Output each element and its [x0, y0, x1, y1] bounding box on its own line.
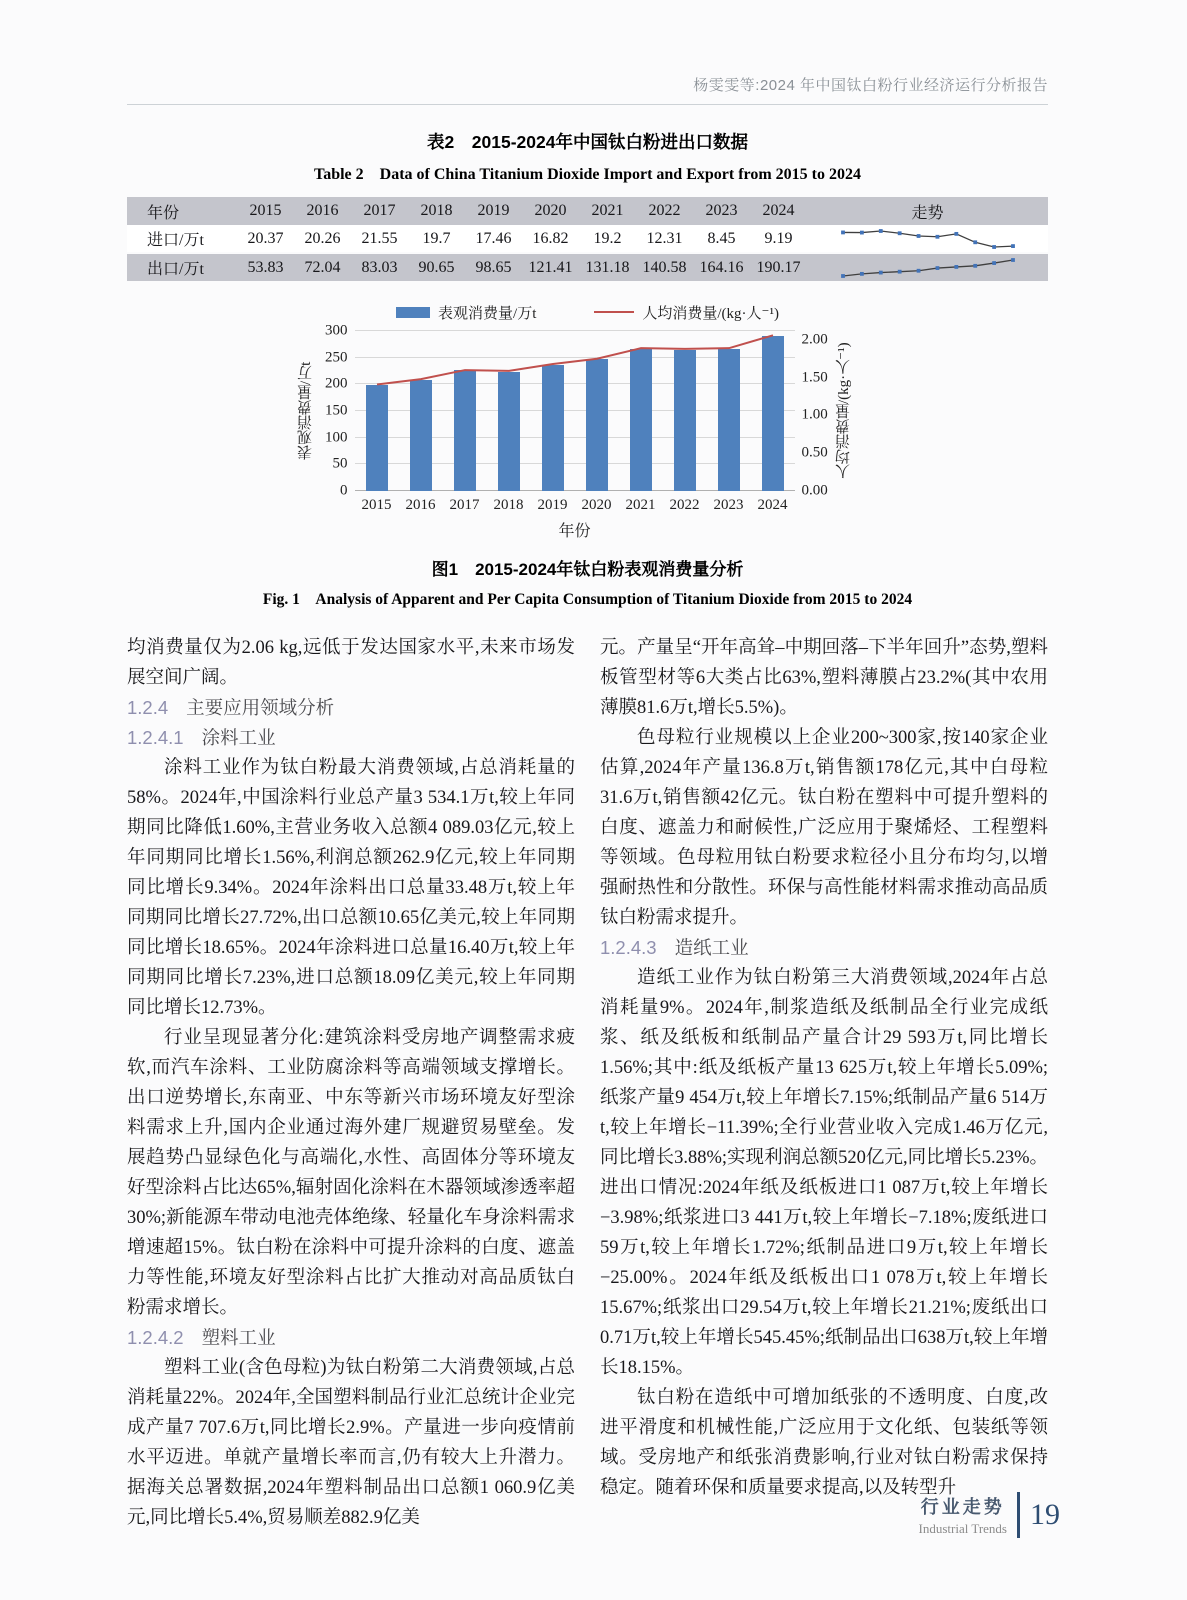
section-title: 造纸工业 [674, 937, 749, 958]
table-cell: 121.41 [522, 253, 579, 281]
table-col-trend: 走势 [807, 197, 1048, 225]
section-title: 主要应用领域分析 [186, 697, 335, 718]
legend-label-line: 人均消费量/(kg·人⁻¹) [642, 305, 779, 322]
trend-sparkline [807, 253, 1048, 281]
figure-caption-en: Fig. 1 Analysis of Apparent and Per Capita Consumption of Titanium Dioxide from 2015 to 2024 [262, 591, 913, 608]
x-tick-label: 2022 [669, 497, 700, 513]
x-axis-title: 年份 [558, 523, 591, 540]
left-axis-title: 表观消费量/万t [297, 361, 314, 461]
table-cell: 140.58 [636, 253, 693, 281]
section-heading [127, 693, 575, 723]
table-cell: 20.26 [294, 225, 351, 253]
table-cell: 90.65 [408, 253, 465, 281]
x-tick-label: 2020 [581, 497, 612, 513]
right-axis-ticks [795, 331, 833, 499]
sparkline-svg [838, 255, 1018, 281]
page-content [127, 0, 1048, 1533]
x-tick-label: 2023 [713, 497, 744, 513]
table-cell: 20.37 [237, 225, 294, 253]
legend-line-swatch [594, 311, 634, 313]
left-tick-label: 250 [325, 349, 348, 366]
right-tick-label: 1.00 [801, 406, 828, 423]
x-tick-label: 2018 [493, 497, 524, 513]
right-tick-label: 2.00 [801, 331, 828, 348]
paragraph: 色母粒行业规模以上企业200~300家,按140家企业估算,2024年产量136.8万t,销售额178亿元,其中白母粒31.6万t,销售额42亿元。钛白粉在塑料中可提升塑料的白度、遮盖力和耐候性,广泛应用于聚烯烃、工程塑料等领域。色母粒用钛白粉要求粒径小且分布均匀,以增强耐热性和分散性。环保与高性能材料需求推动高品质钛白粉需求提升。 [600, 728, 1048, 928]
section-number: 1.2.4.1 [127, 727, 184, 748]
table-col-year: 年份 [127, 197, 237, 225]
x-tick-label: 2016 [405, 497, 436, 513]
left-tick-label: 0 [340, 482, 348, 499]
left-column [127, 633, 575, 1533]
section-number: 1.2.4.2 [127, 1327, 184, 1348]
chart-legend [295, 301, 881, 323]
table-cell: 72.04 [294, 253, 351, 281]
x-tick-label: 2015 [361, 497, 392, 513]
table-cell: 9.19 [750, 225, 807, 253]
left-tick-label: 50 [332, 455, 348, 472]
page-number: 19 [1030, 1498, 1060, 1531]
paragraph: 涂料工业作为钛白粉最大消费领域,占总消耗量的58%。2024年,中国涂料行业总产量3 534.1万t,较上年同期同比降低1.60%,主营业务收入总额4 089.03亿元,较上年同期同比增长1.56%,利润总额262.9亿元,较上年同期同比增长9.34%。2024年涂料出口总量33.48万t,较上年同期同比增长27.72%,出口总额10.65亿美元,较上年同期同比增长18.65%。2024年涂料进口总量16.40万t,较上年同期同比增长7.23%,进口总额18.09亿美元,较上年同期同比增长12.73%。 [127, 758, 575, 1018]
running-header: 杨雯雯等:2024 年中国钛白粉行业经济运行分析报告 [127, 0, 1048, 105]
section-title: 涂料工业 [201, 727, 276, 748]
table-cell: 19.7 [408, 225, 465, 253]
table-cell: 12.31 [636, 225, 693, 253]
import-export-table [127, 197, 1048, 281]
table-col-2020: 2020 [522, 197, 579, 225]
footer-divider [1017, 1492, 1020, 1538]
x-tick-label: 2017 [449, 497, 480, 513]
table-col-2022: 2022 [636, 197, 693, 225]
table-cell: 16.82 [522, 225, 579, 253]
chart-main [295, 322, 881, 541]
section-heading [127, 1323, 575, 1353]
table-col-2017: 2017 [351, 197, 408, 225]
paragraph: 元。产量呈“开年高耸–中期回落–下半年回升”态势,塑料板管型材等6大类占比63%,塑料薄膜占23.2%(其中农用薄膜81.6万t,增长5.5%)。 [600, 638, 1048, 718]
table-col-2018: 2018 [408, 197, 465, 225]
table-col-2016: 2016 [294, 197, 351, 225]
figure-chart [295, 301, 881, 541]
footer-section-cn: 行业走势 [920, 1497, 1005, 1517]
left-tick-label: 200 [325, 375, 348, 392]
sparkline-svg [838, 226, 1018, 252]
table-col-2015: 2015 [237, 197, 294, 225]
row-label: 出口/万t [127, 253, 237, 281]
left-axis-ticks [317, 322, 355, 499]
plot-column [355, 331, 795, 541]
section-heading [600, 933, 1048, 963]
table-cell: 83.03 [351, 253, 408, 281]
footer-section-en: Industrial Trends [918, 1521, 1007, 1536]
section-title: 塑料工业 [201, 1327, 276, 1348]
table-cell: 164.16 [693, 253, 750, 281]
legend-item-line [594, 302, 779, 323]
table-cell: 19.2 [579, 225, 636, 253]
right-tick-label: 0.00 [801, 482, 828, 499]
paragraph: 塑料工业(含色母粒)为钛白粉第二大消费领域,占总消耗量22%。2024年,全国塑料制品行业汇总统计企业完成产量7 707.6万t,同比增长2.9%。产量进一步向疫情前水平迈进。单就产量增长率而言,仍有较大上升潜力。据海关总署数据,2024年塑料制品出口总额1 060.9亿美元,同比增长5.4%,贸易顺差882.9亿美 [127, 1358, 575, 1528]
x-tick-label: 2019 [537, 497, 568, 513]
footer-section [919, 1493, 1007, 1537]
table-row [127, 253, 1048, 281]
legend-bar-swatch [396, 307, 430, 318]
table-col-2023: 2023 [693, 197, 750, 225]
table-col-2019: 2019 [465, 197, 522, 225]
section-heading [127, 723, 575, 753]
body-columns [127, 633, 1048, 1533]
right-tick-label: 1.50 [801, 369, 828, 386]
table-cell: 17.46 [465, 225, 522, 253]
chart-plot [355, 331, 795, 491]
paragraph: 钛白粉在造纸中可增加纸张的不透明度、白度,改进平滑度和机械性能,广泛应用于文化纸、包装纸等领域。受房地产和纸张消费影响,行业对钛白粉需求保持稳定。随着环保和质量要求提高,以及转型升 [600, 1388, 1048, 1498]
table-cell: 190.17 [750, 253, 807, 281]
x-tick-label: 2021 [625, 497, 656, 513]
table-cell: 53.83 [237, 253, 294, 281]
table-col-2021: 2021 [579, 197, 636, 225]
right-tick-label: 0.50 [801, 444, 828, 461]
table-cell: 131.18 [579, 253, 636, 281]
table-row [127, 225, 1048, 253]
table-cell: 21.55 [351, 225, 408, 253]
section-number: 1.2.4.3 [600, 937, 657, 958]
paragraph: 均消费量仅为2.06 kg,远低于发达国家水平,未来市场发展空间广阔。 [127, 638, 575, 688]
section-number: 1.2.4 [127, 697, 169, 718]
table-title-en: Table 2 Data of China Titanium Dioxide Import and Export from 2015 to 2024 [313, 166, 861, 183]
legend-item-bars [396, 302, 536, 323]
table-header-row [127, 197, 1048, 225]
left-tick-label: 100 [325, 429, 348, 446]
table-cell: 98.65 [465, 253, 522, 281]
x-tick-label: 2024 [757, 497, 788, 513]
figure-caption-cn: 图1 2015-2024年钛白粉表观消费量分析 [431, 560, 744, 579]
paragraph: 行业呈现显著分化:建筑涂料受房地产调整需求疲软,而汽车涂料、工业防腐涂料等高端领域支撑增长。出口逆势增长,东南亚、中东等新兴市场环境友好型涂料需求上升,国内企业通过海外建厂规避贸易壁垒。发展趋势凸显绿色化与高端化,水性、高固体分等环境友好型涂料占比达65%,辐射固化涂料在木器领域渗透率超30%;新能源车带动电池壳体绝缘、轻量化车身涂料需求增速超15%。钛白粉在涂料中可提升涂料的白度、遮盖力等性能,环境友好型涂料占比扩大推动对高品质钛白粉需求增长。 [127, 1028, 575, 1318]
table-cell: 8.45 [693, 225, 750, 253]
row-label: 进口/万t [127, 225, 237, 253]
trend-sparkline [807, 225, 1048, 253]
right-axis-title: 人均消费量/(kg·人⁻¹) [835, 342, 852, 480]
per-capita-line [355, 331, 795, 491]
page-footer [919, 1492, 1060, 1538]
x-axis-ticks [355, 497, 795, 514]
legend-label-bars: 表观消费量/万t [438, 305, 537, 322]
left-tick-label: 150 [325, 402, 348, 419]
right-column [600, 633, 1048, 1533]
left-tick-label: 300 [325, 322, 348, 339]
paragraph: 造纸工业作为钛白粉第三大消费领域,2024年占总消耗量9%。2024年,制浆造纸及纸制品全行业完成纸浆、纸及纸板和纸制品产量合计29 593万t,同比增长1.56%;其中:纸及纸板产量13 625万t,较上年增长5.09%;纸浆产量9 454万t,较上年增长7.15%;纸制品产量6 514万t,较上年增长−11.39%;全行业营业收入完成1.46万亿元,同比增长3.88%;实现利润总额520亿元,同比增长5.23%。进出口情况:2024年纸及纸板进口1 087万t,较上年增长−3.98%;纸浆进口3 441万t,较上年增长−7.18%;废纸进口59万t,较上年增长1.72%;纸制品进口9万t,较上年增长−25.00%。2024年纸及纸板出口1 078万t,较上年增长15.67%;纸浆出口29.54万t,较上年增长21.21%;废纸出口0.71万t,较上年增长545.45%;纸制品出口638万t,较上年增长18.15%。 [600, 968, 1048, 1378]
table-title-cn: 表2 2015-2024年中国钛白粉进出口数据 [427, 132, 748, 152]
table-col-2024: 2024 [750, 197, 807, 225]
